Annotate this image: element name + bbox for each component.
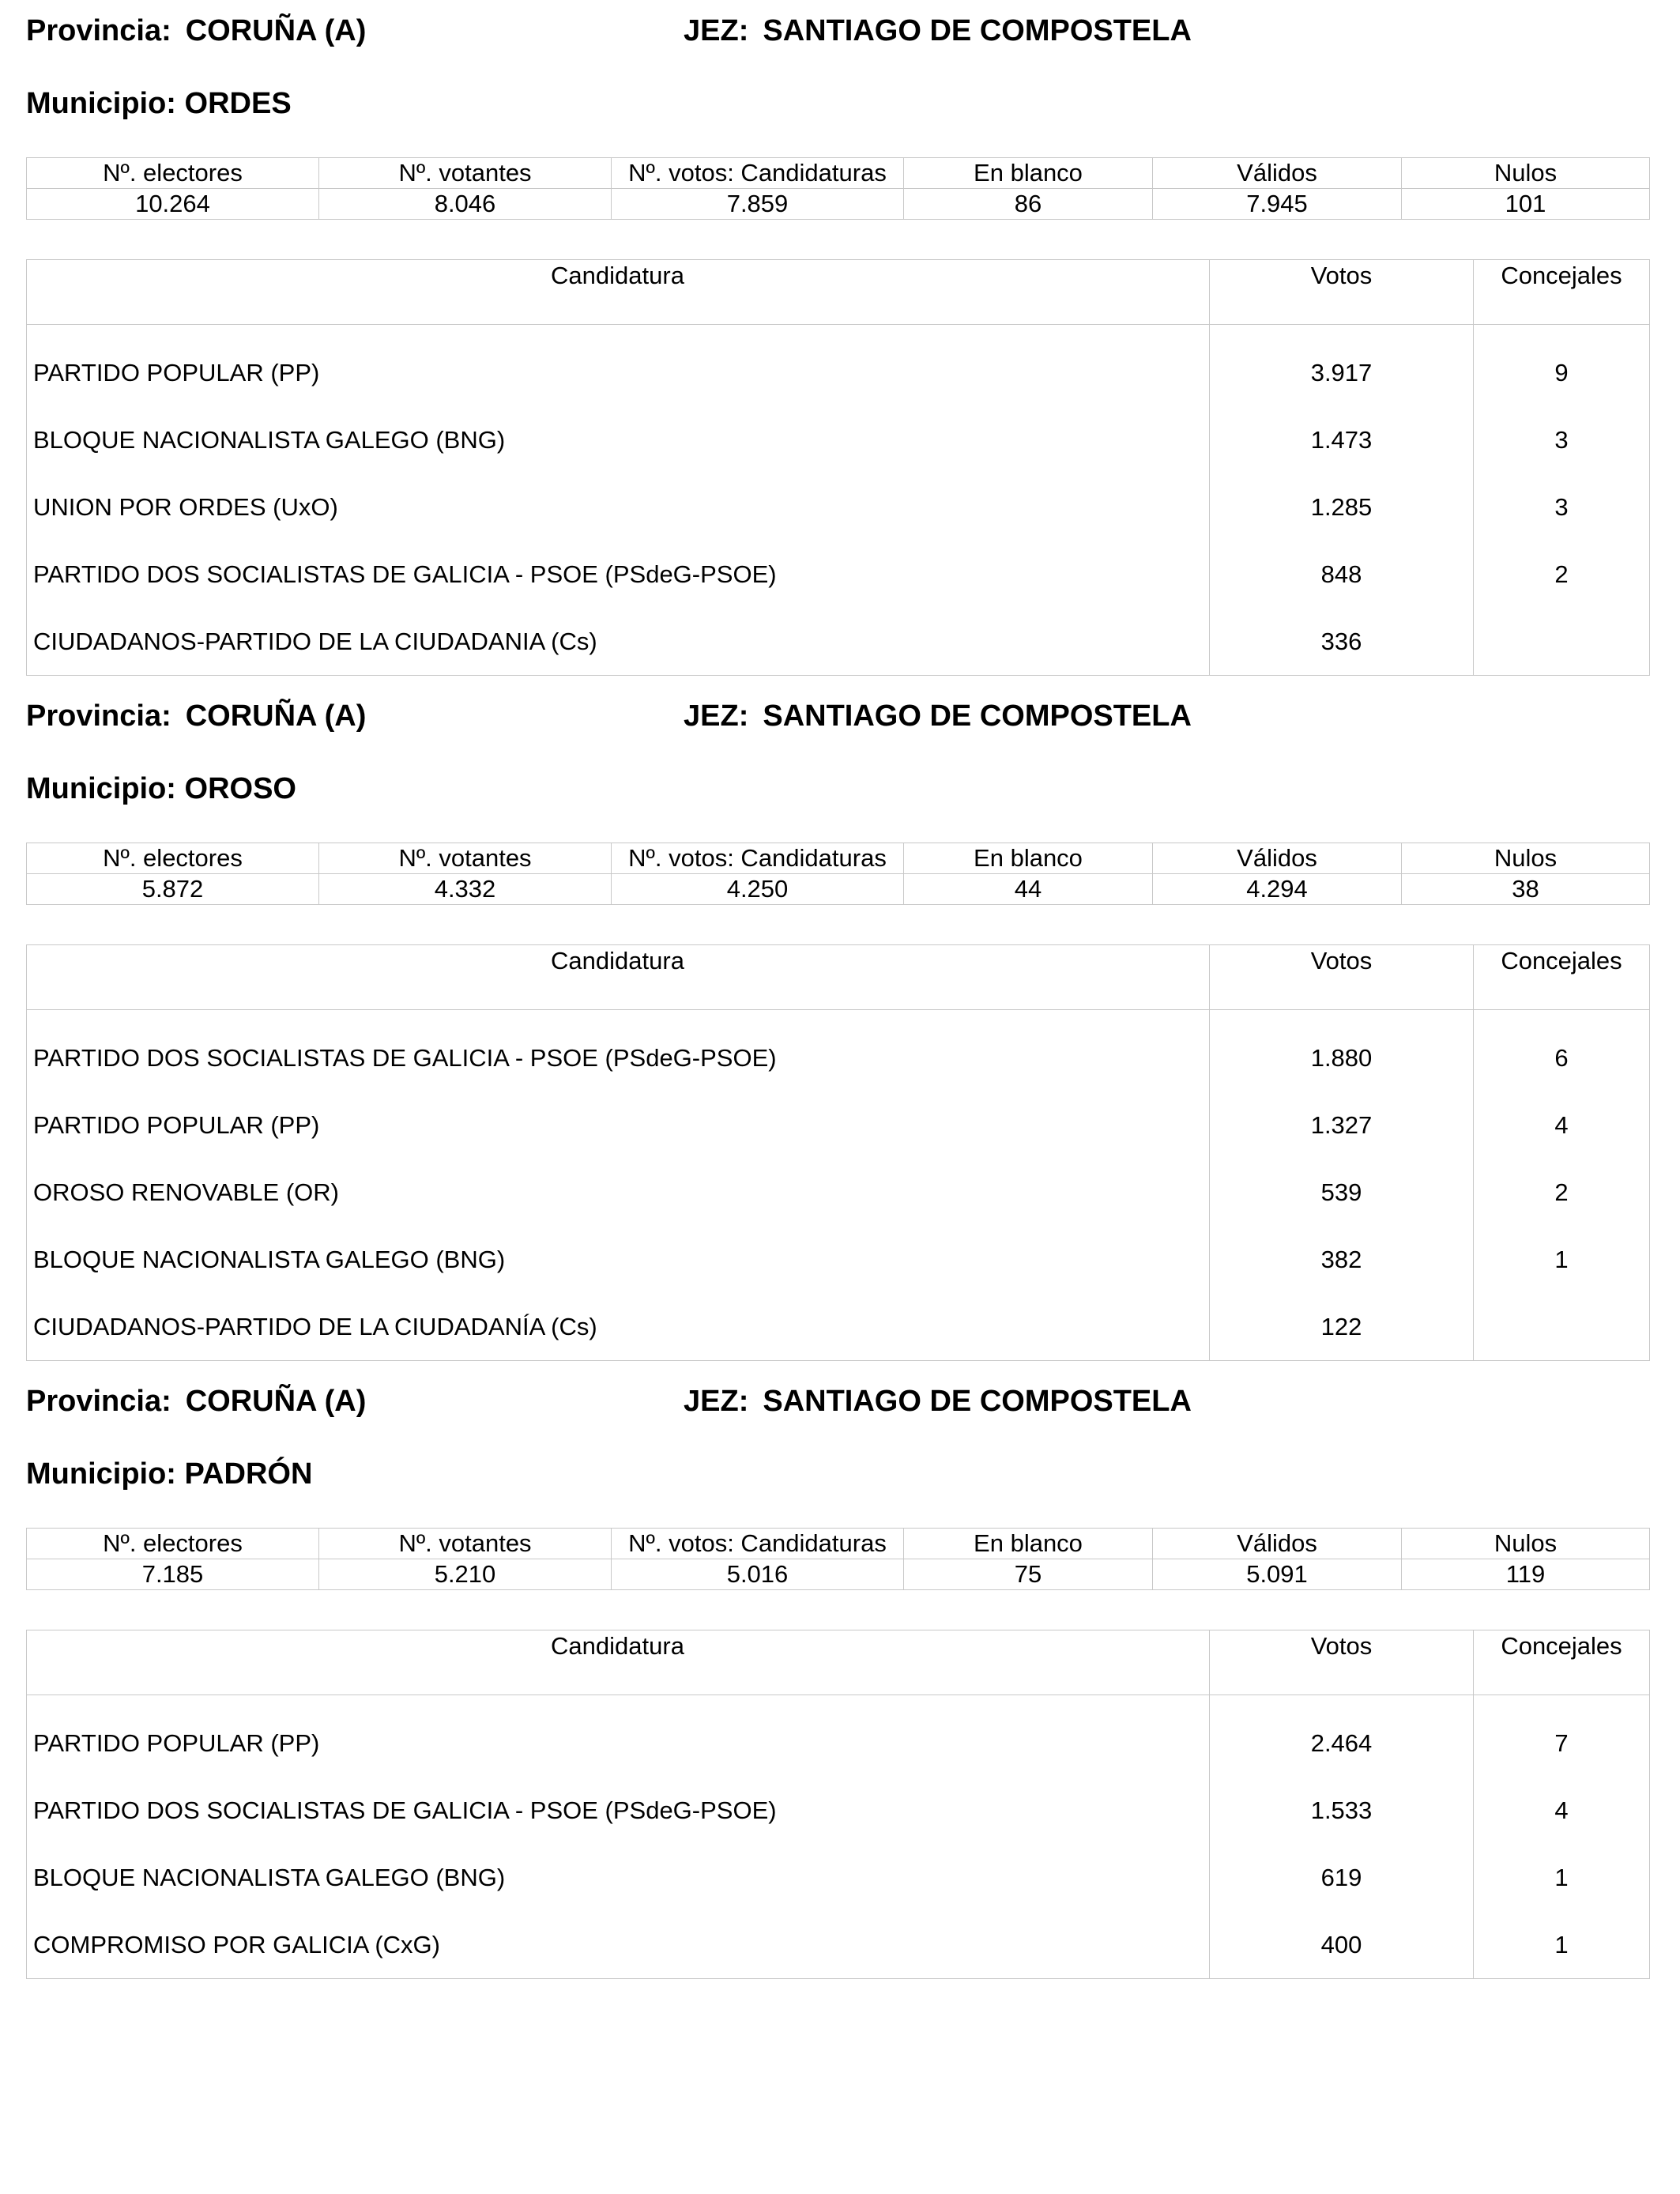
- header-votantes: Nº. votantes: [319, 158, 612, 189]
- summary-values-row: [27, 189, 1650, 220]
- value-votos-candidaturas: 5.016: [612, 1559, 904, 1590]
- table-row: [27, 1226, 1650, 1293]
- header-votos: Votos: [1210, 1630, 1474, 1695]
- header-votos: Votos: [1210, 260, 1474, 325]
- candidatura-concejales: 2: [1554, 560, 1569, 588]
- municipality-section-oroso: [26, 699, 1649, 1340]
- header-concejales: Concejales: [1474, 1630, 1650, 1695]
- candidatura-concejales: [1474, 608, 1650, 676]
- value-en-blanco: 86: [904, 189, 1153, 220]
- header-nulos: Nulos: [1402, 843, 1650, 874]
- municipio-label: Municipio:: [26, 87, 176, 120]
- summary-header-row: [27, 1529, 1650, 1559]
- candidatura-votos: 539: [1210, 1159, 1474, 1226]
- header-validos: Válidos: [1153, 158, 1402, 189]
- candidatura-name: UNION POR ORDES (UxO): [27, 473, 1210, 541]
- candidatura-concejales: 1: [1554, 1863, 1569, 1891]
- header-nulos: Nulos: [1402, 1529, 1650, 1559]
- table-row: [27, 1777, 1650, 1844]
- value-en-blanco: 75: [904, 1559, 1153, 1590]
- candidatura-concejales: 4: [1554, 1796, 1569, 1824]
- header-votos-candidaturas: Nº. votos: Candidaturas: [612, 1529, 904, 1559]
- header-en-blanco: En blanco: [904, 843, 1153, 874]
- table-row: [27, 608, 1650, 676]
- candidatura-concejales: 4: [1554, 1110, 1569, 1139]
- value-validos: 4.294: [1153, 874, 1402, 905]
- candidatura-concejales: 3: [1554, 492, 1569, 521]
- municipio-line: [26, 87, 292, 121]
- summary-table: [26, 1528, 1650, 1590]
- table-row: [27, 1911, 1650, 1979]
- value-validos: 5.091: [1153, 1559, 1402, 1590]
- summary-header-row: [27, 843, 1650, 874]
- candidatura-votos: 1.473: [1210, 406, 1474, 473]
- candidatura-concejales: 3: [1554, 425, 1569, 454]
- municipio-line: [26, 1457, 312, 1491]
- provincia-line: [26, 699, 366, 733]
- jez-value: SANTIAGO DE COMPOSTELA: [763, 1385, 1192, 1418]
- jez-label: JEZ:: [684, 14, 749, 47]
- results-table: [26, 944, 1650, 1361]
- candidatura-concejales: 1: [1554, 1245, 1569, 1273]
- table-row: [27, 1010, 1650, 1092]
- candidatura-concejales: 2: [1554, 1178, 1569, 1206]
- header-votos-candidaturas: Nº. votos: Candidaturas: [612, 158, 904, 189]
- candidatura-concejales: 1: [1554, 1930, 1569, 1958]
- candidatura-name: BLOQUE NACIONALISTA GALEGO (BNG): [27, 1226, 1210, 1293]
- candidatura-votos: 3.917: [1210, 325, 1474, 407]
- summary-values-row: [27, 1559, 1650, 1590]
- candidatura-votos: 122: [1210, 1293, 1474, 1361]
- table-row: [27, 1695, 1650, 1777]
- candidatura-concejales: [1474, 1293, 1650, 1361]
- value-nulos: 119: [1402, 1559, 1650, 1590]
- value-validos: 7.945: [1153, 189, 1402, 220]
- value-votos-candidaturas: 7.859: [612, 189, 904, 220]
- header-en-blanco: En blanco: [904, 158, 1153, 189]
- jez-value: SANTIAGO DE COMPOSTELA: [763, 699, 1192, 733]
- header-electores: Nº. electores: [27, 843, 319, 874]
- municipio-value: PADRÓN: [184, 1457, 313, 1491]
- value-electores: 5.872: [27, 874, 319, 905]
- header-votos: Votos: [1210, 945, 1474, 1010]
- value-votantes: 4.332: [319, 874, 612, 905]
- section-header: [26, 699, 1649, 743]
- provincia-value: CORUÑA (A): [185, 699, 367, 733]
- municipio-label: Municipio:: [26, 772, 176, 805]
- candidatura-concejales: 9: [1554, 358, 1569, 386]
- results-table: [26, 1630, 1650, 1979]
- candidatura-name: PARTIDO POPULAR (PP): [27, 1695, 1210, 1777]
- provincia-label: Provincia:: [26, 14, 171, 47]
- section-header: [26, 1385, 1649, 1428]
- provincia-line: [26, 14, 366, 48]
- value-votantes: 8.046: [319, 189, 612, 220]
- results-table: [26, 259, 1650, 676]
- header-validos: Válidos: [1153, 843, 1402, 874]
- candidatura-votos: 400: [1210, 1911, 1474, 1979]
- candidatura-name: PARTIDO POPULAR (PP): [27, 1091, 1210, 1159]
- table-row: [27, 406, 1650, 473]
- municipio-value: ORDES: [184, 87, 292, 120]
- value-electores: 10.264: [27, 189, 319, 220]
- candidatura-name: COMPROMISO POR GALICIA (CxG): [27, 1911, 1210, 1979]
- section-header: [26, 14, 1649, 58]
- candidatura-votos: 848: [1210, 541, 1474, 608]
- candidatura-votos: 382: [1210, 1226, 1474, 1293]
- candidatura-votos: 1.285: [1210, 473, 1474, 541]
- table-row: [27, 541, 1650, 608]
- candidatura-name: PARTIDO POPULAR (PP): [27, 325, 1210, 407]
- provincia-line: [26, 1385, 366, 1419]
- header-concejales: Concejales: [1474, 945, 1650, 1010]
- municipio-label: Municipio:: [26, 1457, 176, 1491]
- candidatura-name: OROSO RENOVABLE (OR): [27, 1159, 1210, 1226]
- candidatura-votos: 336: [1210, 608, 1474, 676]
- value-votantes: 5.210: [319, 1559, 612, 1590]
- summary-values-row: [27, 874, 1650, 905]
- candidatura-votos: 2.464: [1210, 1695, 1474, 1777]
- header-nulos: Nulos: [1402, 158, 1650, 189]
- table-row: [27, 1091, 1650, 1159]
- results-header-row: [27, 945, 1650, 1010]
- provincia-label: Provincia:: [26, 1385, 171, 1418]
- header-candidatura: Candidatura: [27, 1630, 1210, 1695]
- jez-line: [684, 14, 1192, 48]
- candidatura-name: BLOQUE NACIONALISTA GALEGO (BNG): [27, 406, 1210, 473]
- summary-table: [26, 843, 1650, 905]
- municipio-line: [26, 772, 296, 806]
- results-header-row: [27, 260, 1650, 325]
- candidatura-name: PARTIDO DOS SOCIALISTAS DE GALICIA - PSOE (PSdeG-PSOE): [27, 1010, 1210, 1092]
- jez-label: JEZ:: [684, 1385, 749, 1418]
- candidatura-name: PARTIDO DOS SOCIALISTAS DE GALICIA - PSOE (PSdeG-PSOE): [27, 541, 1210, 608]
- provincia-value: CORUÑA (A): [185, 14, 367, 47]
- candidatura-votos: 1.533: [1210, 1777, 1474, 1844]
- candidatura-name: CIUDADANOS-PARTIDO DE LA CIUDADANIA (Cs): [27, 608, 1210, 676]
- header-votantes: Nº. votantes: [319, 1529, 612, 1559]
- summary-header-row: [27, 158, 1650, 189]
- table-row: [27, 1844, 1650, 1911]
- summary-table: [26, 157, 1650, 220]
- header-votantes: Nº. votantes: [319, 843, 612, 874]
- jez-label: JEZ:: [684, 699, 749, 733]
- value-votos-candidaturas: 4.250: [612, 874, 904, 905]
- candidatura-votos: 1.880: [1210, 1010, 1474, 1092]
- municipality-section-ordes: [26, 14, 1649, 655]
- candidatura-concejales: 7: [1554, 1728, 1569, 1757]
- candidatura-name: PARTIDO DOS SOCIALISTAS DE GALICIA - PSOE (PSdeG-PSOE): [27, 1777, 1210, 1844]
- provincia-label: Provincia:: [26, 699, 171, 733]
- header-votos-candidaturas: Nº. votos: Candidaturas: [612, 843, 904, 874]
- jez-line: [684, 1385, 1192, 1419]
- value-nulos: 101: [1402, 189, 1650, 220]
- header-candidatura: Candidatura: [27, 260, 1210, 325]
- header-validos: Válidos: [1153, 1529, 1402, 1559]
- candidatura-votos: 1.327: [1210, 1091, 1474, 1159]
- header-concejales: Concejales: [1474, 260, 1650, 325]
- table-row: [27, 325, 1650, 407]
- table-row: [27, 1293, 1650, 1361]
- jez-line: [684, 699, 1192, 733]
- value-electores: 7.185: [27, 1559, 319, 1590]
- candidatura-name: CIUDADANOS-PARTIDO DE LA CIUDADANÍA (Cs): [27, 1293, 1210, 1361]
- value-nulos: 38: [1402, 874, 1650, 905]
- candidatura-concejales: 6: [1554, 1043, 1569, 1072]
- value-en-blanco: 44: [904, 874, 1153, 905]
- candidatura-name: BLOQUE NACIONALISTA GALEGO (BNG): [27, 1844, 1210, 1911]
- header-candidatura: Candidatura: [27, 945, 1210, 1010]
- provincia-value: CORUÑA (A): [185, 1385, 367, 1418]
- jez-value: SANTIAGO DE COMPOSTELA: [763, 14, 1192, 47]
- table-row: [27, 473, 1650, 541]
- header-en-blanco: En blanco: [904, 1529, 1153, 1559]
- municipio-value: OROSO: [184, 772, 296, 805]
- results-header-row: [27, 1630, 1650, 1695]
- header-electores: Nº. electores: [27, 1529, 319, 1559]
- candidatura-votos: 619: [1210, 1844, 1474, 1911]
- header-electores: Nº. electores: [27, 158, 319, 189]
- municipality-section-padron: [26, 1385, 1649, 1958]
- table-row: [27, 1159, 1650, 1226]
